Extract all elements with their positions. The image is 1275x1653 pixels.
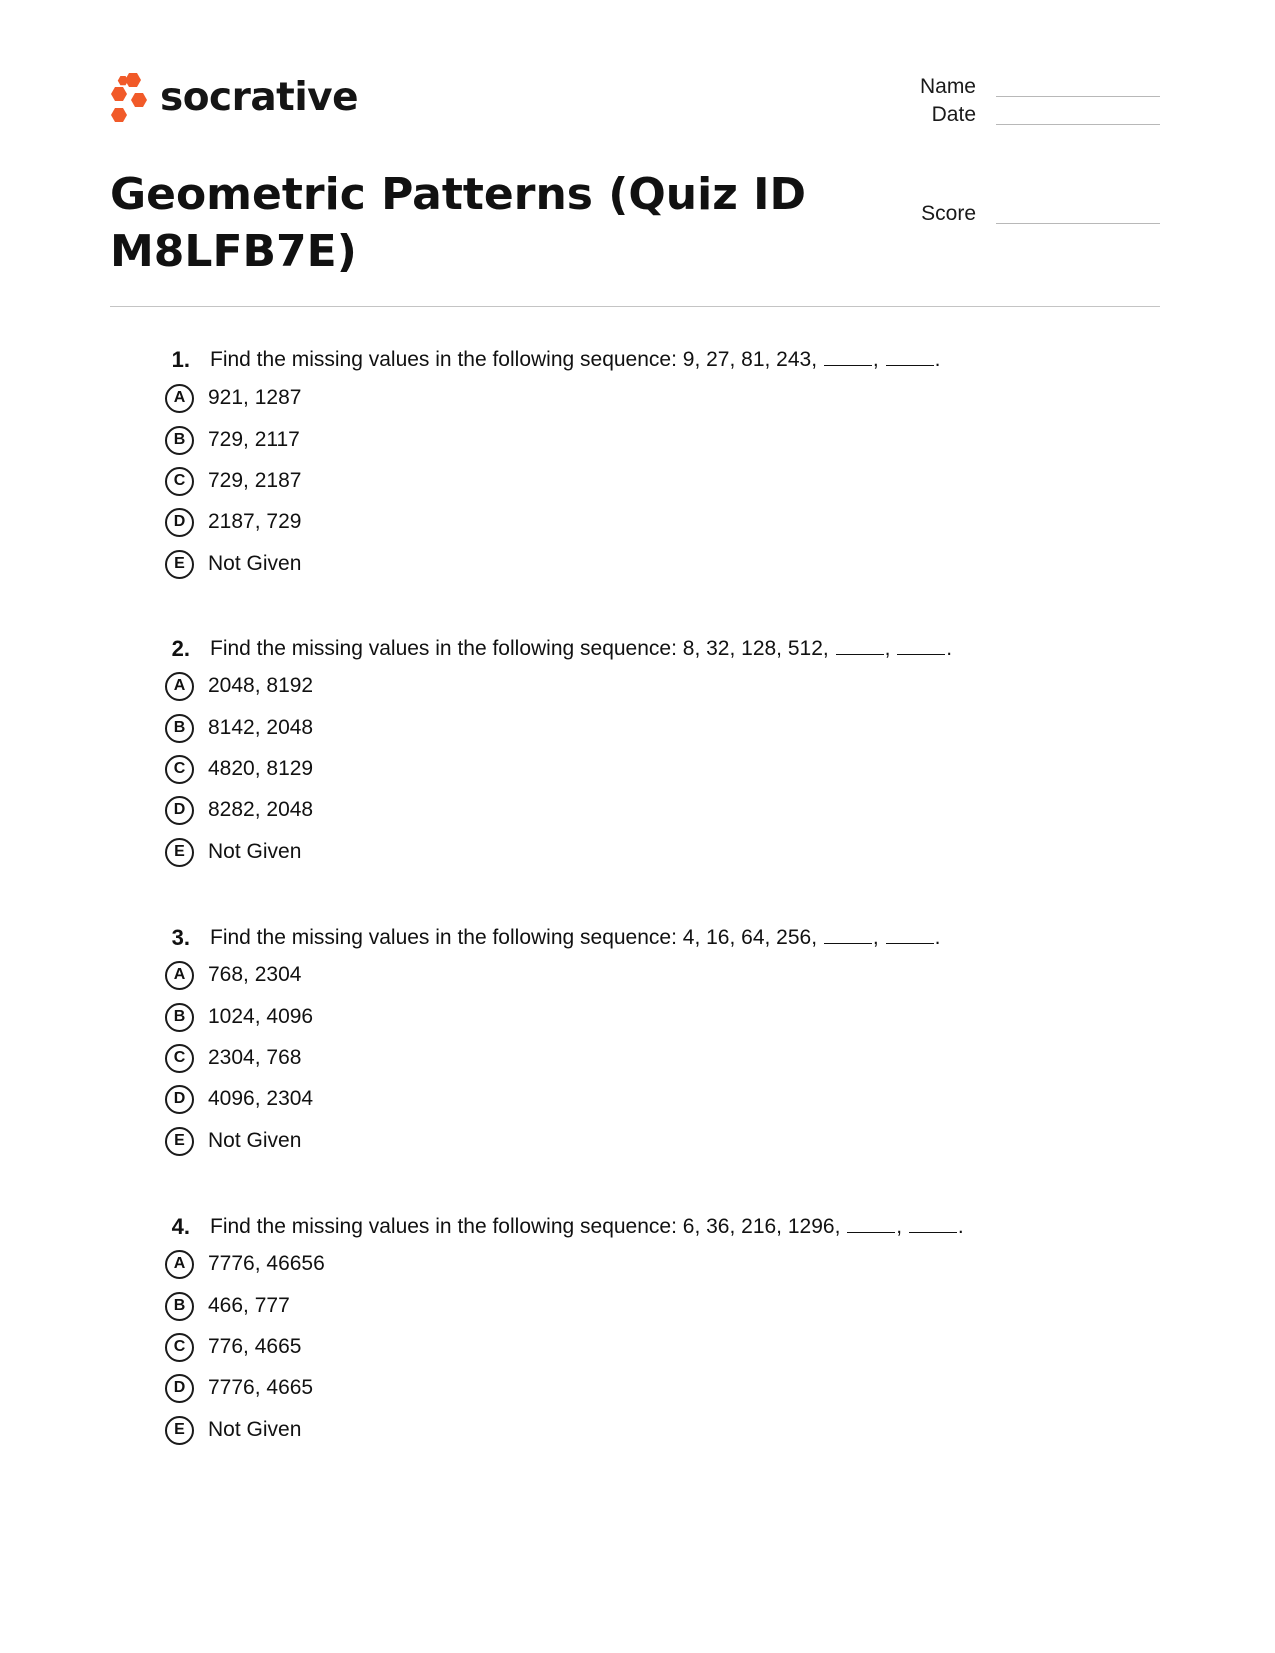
name-line[interactable] <box>996 96 1160 97</box>
question-prompt: Find the missing values in the following sequence: 4, 16, 64, 256, , . <box>210 926 941 949</box>
option-letter[interactable]: E <box>165 1416 194 1445</box>
option-letter[interactable]: D <box>165 1374 194 1403</box>
option-a[interactable] <box>165 670 313 702</box>
option-letter[interactable]: B <box>165 1292 194 1321</box>
option-c[interactable] <box>165 1331 301 1363</box>
option-letter[interactable]: E <box>165 550 194 579</box>
option-letter[interactable]: A <box>165 672 194 701</box>
option-a[interactable] <box>165 1248 325 1280</box>
option-e[interactable] <box>165 836 301 868</box>
option-text: Not Given <box>208 552 302 575</box>
question-prompt: Find the missing values in the following sequence: 6, 36, 216, 1296, , . <box>210 1215 964 1238</box>
question-prompt-text: Find the missing values in the following sequence: 8, 32, 128, 512, <box>210 637 829 660</box>
option-letter[interactable]: D <box>165 1085 194 1114</box>
question-number: 1. <box>171 347 190 372</box>
answer-blank <box>897 636 945 655</box>
answer-blank <box>824 347 872 366</box>
name-field[interactable] <box>860 73 1160 103</box>
option-letter[interactable]: E <box>165 1127 194 1156</box>
option-text: 921, 1287 <box>208 386 302 409</box>
option-letter[interactable]: C <box>165 467 194 496</box>
answer-blank <box>847 1214 895 1233</box>
name-label: Name <box>919 75 976 98</box>
option-letter[interactable]: B <box>165 1003 194 1032</box>
question-2 <box>165 634 1065 863</box>
score-field[interactable] <box>860 200 1160 230</box>
option-letter[interactable]: B <box>165 714 194 743</box>
option-c[interactable] <box>165 753 313 785</box>
option-text: 8142, 2048 <box>208 716 314 739</box>
option-text: 466, 777 <box>208 1294 290 1317</box>
answer-blank <box>886 347 934 366</box>
question-prompt-text: Find the missing values in the following sequence: 6, 36, 216, 1296, <box>210 1215 841 1238</box>
option-d[interactable] <box>165 1372 313 1404</box>
option-text: 2187, 729 <box>208 510 302 533</box>
option-text: 776, 4665 <box>208 1335 302 1358</box>
question-1 <box>165 345 1065 575</box>
option-c[interactable] <box>165 465 301 497</box>
option-letter[interactable]: A <box>165 384 194 413</box>
question-3 <box>165 923 1065 1152</box>
question-prompt-text: Find the missing values in the following sequence: 9, 27, 81, 243, <box>210 348 818 371</box>
brand-name: socrative <box>160 75 359 120</box>
question-header <box>165 1212 1065 1242</box>
option-text: 8282, 2048 <box>208 798 314 821</box>
option-letter[interactable]: C <box>165 1044 194 1073</box>
date-field[interactable] <box>860 101 1160 131</box>
answer-blank <box>836 636 884 655</box>
option-b[interactable] <box>165 424 300 456</box>
option-letter[interactable]: E <box>165 838 194 867</box>
answer-blank <box>909 1214 957 1233</box>
question-header <box>165 923 1065 953</box>
option-b[interactable] <box>165 1290 290 1322</box>
option-e[interactable] <box>165 548 301 580</box>
option-text: Not Given <box>208 1418 302 1441</box>
option-text: 2304, 768 <box>208 1046 302 1069</box>
question-header <box>165 345 1065 375</box>
option-b[interactable] <box>165 1001 313 1033</box>
question-prompt: Find the missing values in the following sequence: 8, 32, 128, 512, , . <box>210 637 953 660</box>
option-c[interactable] <box>165 1042 301 1074</box>
option-text: Not Given <box>208 1129 302 1152</box>
option-letter[interactable]: B <box>165 426 194 455</box>
option-text: 4096, 2304 <box>208 1087 314 1110</box>
option-d[interactable] <box>165 1083 313 1115</box>
option-letter[interactable]: D <box>165 508 194 537</box>
option-text: 729, 2187 <box>208 469 302 492</box>
option-text: 2048, 8192 <box>208 674 314 697</box>
option-d[interactable] <box>165 794 313 826</box>
score-line[interactable] <box>996 223 1160 224</box>
question-number: 4. <box>171 1214 190 1239</box>
option-letter[interactable]: D <box>165 796 194 825</box>
question-prompt: Find the missing values in the following sequence: 9, 27, 81, 243, , . <box>210 348 941 371</box>
option-d[interactable] <box>165 506 301 538</box>
option-a[interactable] <box>165 959 301 991</box>
option-letter[interactable]: C <box>165 1333 194 1362</box>
option-text: 4820, 8129 <box>208 757 314 780</box>
question-header <box>165 634 1065 664</box>
option-a[interactable] <box>165 382 301 414</box>
answer-blank <box>886 925 934 944</box>
option-letter[interactable]: A <box>165 961 194 990</box>
option-e[interactable] <box>165 1414 301 1446</box>
question-number: 2. <box>171 636 190 661</box>
header-divider <box>110 306 1160 307</box>
option-text: Not Given <box>208 840 302 863</box>
option-text: 7776, 4665 <box>208 1376 314 1399</box>
answer-blank <box>824 925 872 944</box>
option-text: 1024, 4096 <box>208 1005 314 1028</box>
hexagon-cluster-icon <box>110 72 150 124</box>
option-letter[interactable]: A <box>165 1250 194 1279</box>
date-label: Date <box>931 103 976 126</box>
option-text: 729, 2117 <box>208 428 300 451</box>
option-b[interactable] <box>165 712 313 744</box>
socrative-logo <box>110 72 358 124</box>
score-label: Score <box>921 202 976 225</box>
option-letter[interactable]: C <box>165 755 194 784</box>
option-text: 7776, 46656 <box>208 1252 325 1275</box>
question-prompt-text: Find the missing values in the following sequence: 4, 16, 64, 256, <box>210 926 818 949</box>
question-number: 3. <box>171 925 190 950</box>
date-line[interactable] <box>996 124 1160 125</box>
option-text: 768, 2304 <box>208 963 302 986</box>
option-e[interactable] <box>165 1125 301 1157</box>
page-title: Geometric Patterns (Quiz ID M8LFB7E) <box>110 169 807 277</box>
question-4 <box>165 1212 1065 1441</box>
